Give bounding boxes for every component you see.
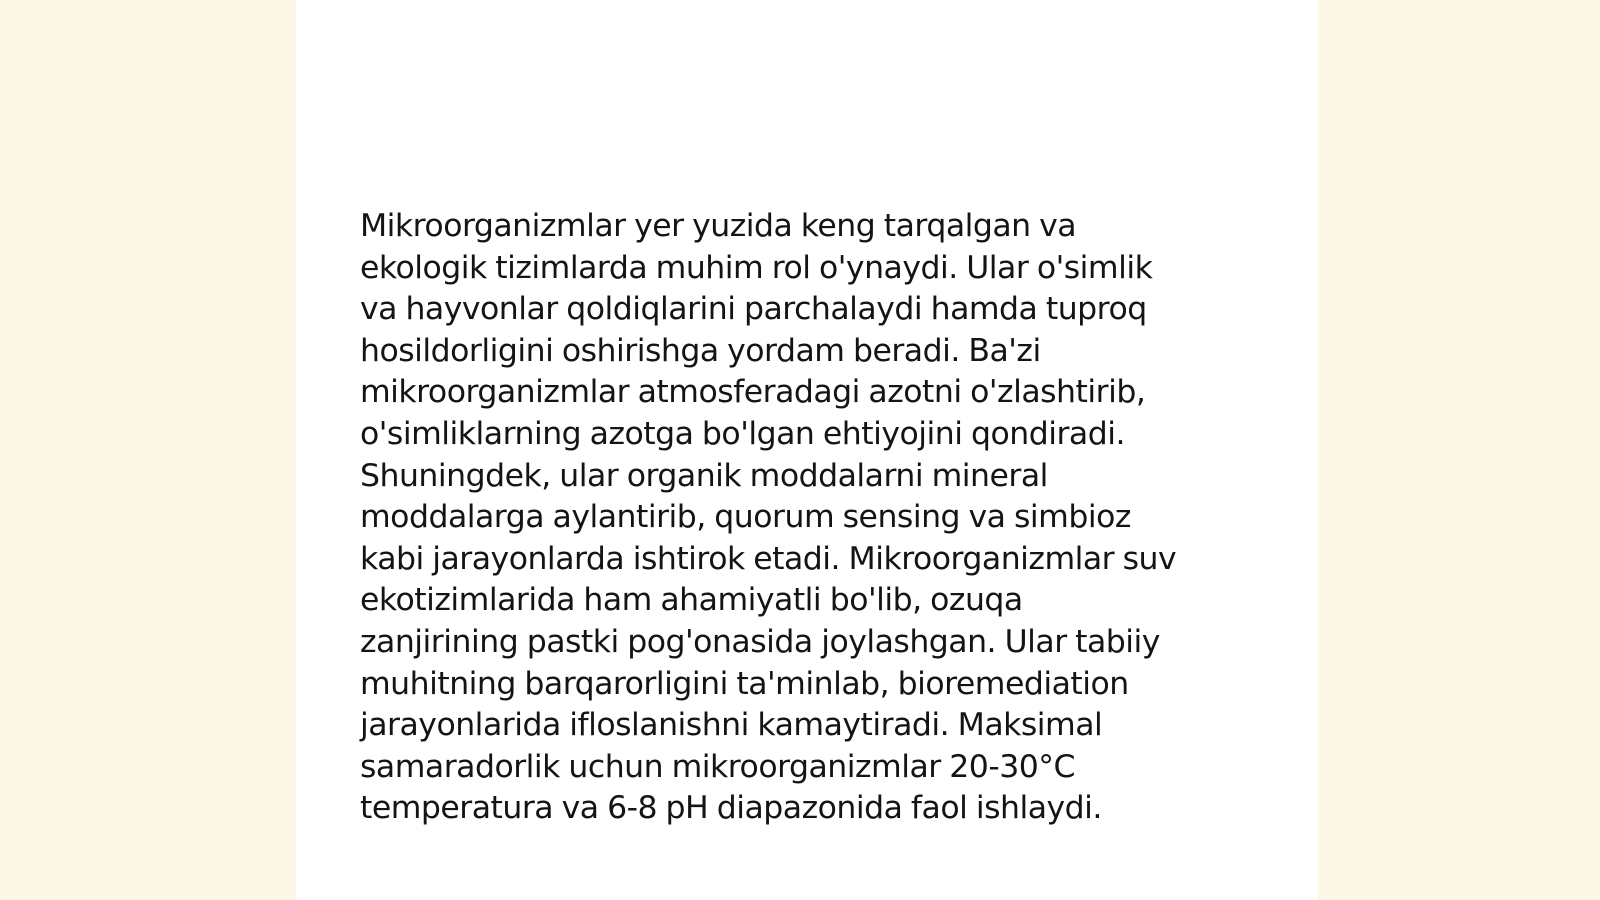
paragraph-line: Shuningdek, ular organik moddalarni mineral bbox=[360, 457, 1048, 494]
paragraph-line: o'simliklarning azotga bo'lgan ehtiyojini qondiradi. bbox=[360, 415, 1125, 452]
paragraph-line: va hayvonlar qoldiqlarini parchalaydi hamda tuproq bbox=[360, 291, 1147, 328]
paragraph-line: kabi jarayonlarda ishtirok etadi. Mikroorganizmlar suv bbox=[360, 540, 1177, 577]
paragraph-line: mikroorganizmlar atmosferadagi azotni o'zlashtirib, bbox=[360, 374, 1146, 411]
paragraph-line: Mikroorganizmlar yer yuzida keng tarqalgan va bbox=[360, 208, 1077, 244]
paragraph-line: muhitning barqarorligini ta'minlab, bioremediation bbox=[360, 665, 1129, 702]
document-page bbox=[296, 0, 1318, 900]
paragraph-line: ekologik tizimlarda muhim rol o'ynaydi. Ular o'simlik bbox=[360, 249, 1153, 286]
body-paragraph bbox=[360, 206, 1260, 830]
paragraph-line: hosildorligini oshirishga yordam beradi. Ba'zi bbox=[360, 332, 1041, 369]
paragraph-line: jarayonlarida ifloslanishni kamaytiradi. Maksimal bbox=[360, 707, 1103, 744]
paragraph-line: samaradorlik uchun mikroorganizmlar 20-30°C bbox=[360, 748, 1076, 785]
paragraph-line: zanjirining pastki pog'onasida joylashgan. Ular tabiiy bbox=[360, 623, 1160, 660]
paragraph-line: temperatura va 6-8 pH diapazonida faol ishlaydi. bbox=[360, 790, 1102, 827]
paragraph-line: ekotizimlarida ham ahamiyatli bo'lib, ozuqa bbox=[360, 582, 1023, 619]
paragraph-line: moddalarga aylantirib, quorum sensing va simbioz bbox=[360, 499, 1131, 536]
